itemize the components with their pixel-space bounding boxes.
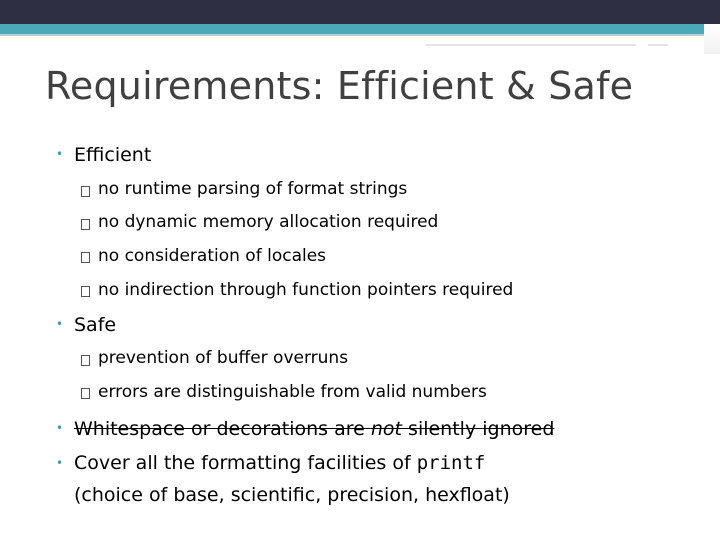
bullet-whitespace	[74, 418, 554, 440]
sub-bullet-item: no consideration of locales	[98, 246, 327, 266]
bullet-whitespace-text-end: silently ignored	[402, 418, 555, 440]
slide-title: Requirements: Efficient & Safe	[45, 64, 634, 108]
sub-bullet-item: errors are distinguishable from valid numbers	[98, 382, 487, 402]
bullet-marker: •	[56, 456, 64, 470]
sub-bullet-item: no indirection through function pointers required	[98, 280, 514, 300]
bullet-safe: Safe	[74, 314, 117, 336]
bullet-marker: •	[56, 421, 64, 435]
sub-bullet-box-icon	[81, 355, 90, 366]
bullet-printf-continuation: (choice of base, scientific, precision, hexfloat)	[74, 484, 510, 506]
bullet-marker: •	[56, 147, 64, 161]
sub-bullet-box-icon	[81, 219, 90, 230]
sub-bullet-item: no dynamic memory allocation required	[98, 212, 439, 232]
sub-bullet-item: prevention of buffer overruns	[98, 348, 349, 368]
bullet-printf-text: Cover all the formatting facilities of	[74, 452, 417, 474]
sub-bullet-box-icon	[81, 286, 90, 297]
printf-code: printf	[416, 452, 486, 474]
bullet-printf	[74, 452, 485, 474]
sub-bullet-box-icon	[81, 252, 90, 263]
sub-bullet-item: no runtime parsing of format strings	[98, 179, 408, 199]
bullet-efficient: Efficient	[74, 144, 152, 166]
bullet-whitespace-text: Whitespace or decorations are	[74, 418, 371, 440]
bullet-marker: •	[56, 317, 64, 331]
bullet-whitespace-emphasis: not	[370, 418, 402, 440]
sub-bullet-box-icon	[81, 388, 90, 399]
sub-bullet-box-icon	[81, 186, 90, 197]
